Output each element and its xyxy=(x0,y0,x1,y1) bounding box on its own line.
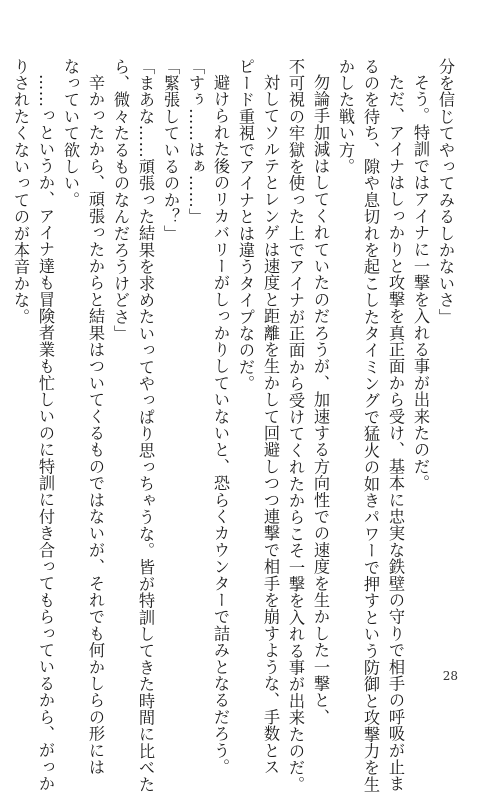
text-line: ……っというか、アイナ達も冒険者業も忙しいのに特訓に付き合ってもらっているから、がっか xyxy=(36,74,55,793)
text-line: 分を信じてやってみるしかないさ」 xyxy=(436,58,455,326)
text-line: 勿論手加減はしてくれていたのだろうが、加速する方向性での速度を生かした一撃と、 xyxy=(311,74,330,726)
text-line: 「まあな……頑張った結果を求めたいってやっぱり思っちゃうな。皆が特訓してきた時間に比べた xyxy=(136,58,155,793)
text-line: 対してソルテとレンゲは速度と距離を生かして回避しつつ連撃で相手を崩すような、手数とス xyxy=(261,74,280,776)
text-line: 「すぅ……はぁ……」 xyxy=(186,58,205,225)
text-line: ら、微々たるものなんだろうけどさ」 xyxy=(111,58,130,342)
text-line: 辛かったから、頑張ったからと結果はついてくるものではないが、それでも何かしらの形には xyxy=(86,74,105,776)
text-line: ピード重視でアイナとは違うタイプなのだ。 xyxy=(236,58,255,392)
text-line: かした戦い方。 xyxy=(336,58,355,175)
text-line: るのを待ち、隙や息切れを起こしたタイミングで猛火の如きパワーで押すという防御と攻撃力を生 xyxy=(361,58,380,793)
page-number: 28 xyxy=(442,669,458,683)
text-line: ただ、アイナはしっかりと攻撃を真正面から受け、基本に忠実な鉄壁の守りで相手の呼吸が止ま xyxy=(386,74,405,793)
text-line: なっていて欲しい。 xyxy=(61,58,80,209)
text-line: 避けられた後のリカバリーがしっかりしていないと、恐らくカウンターで詰みとなるだろう。 xyxy=(211,74,230,776)
text-line: そう。特訓ではアイナに一撃を入れる事が出来たのだ。 xyxy=(411,74,430,492)
text-line: りされたくないってのが本音かな。 xyxy=(11,58,30,326)
text-line: 不可視の牢獄を使った上でアイナが正面から受けてくれたからこそ一撃を入れる事が出来たのだ。 xyxy=(286,58,305,793)
text-line: 「緊張しているのか？」 xyxy=(161,58,180,242)
